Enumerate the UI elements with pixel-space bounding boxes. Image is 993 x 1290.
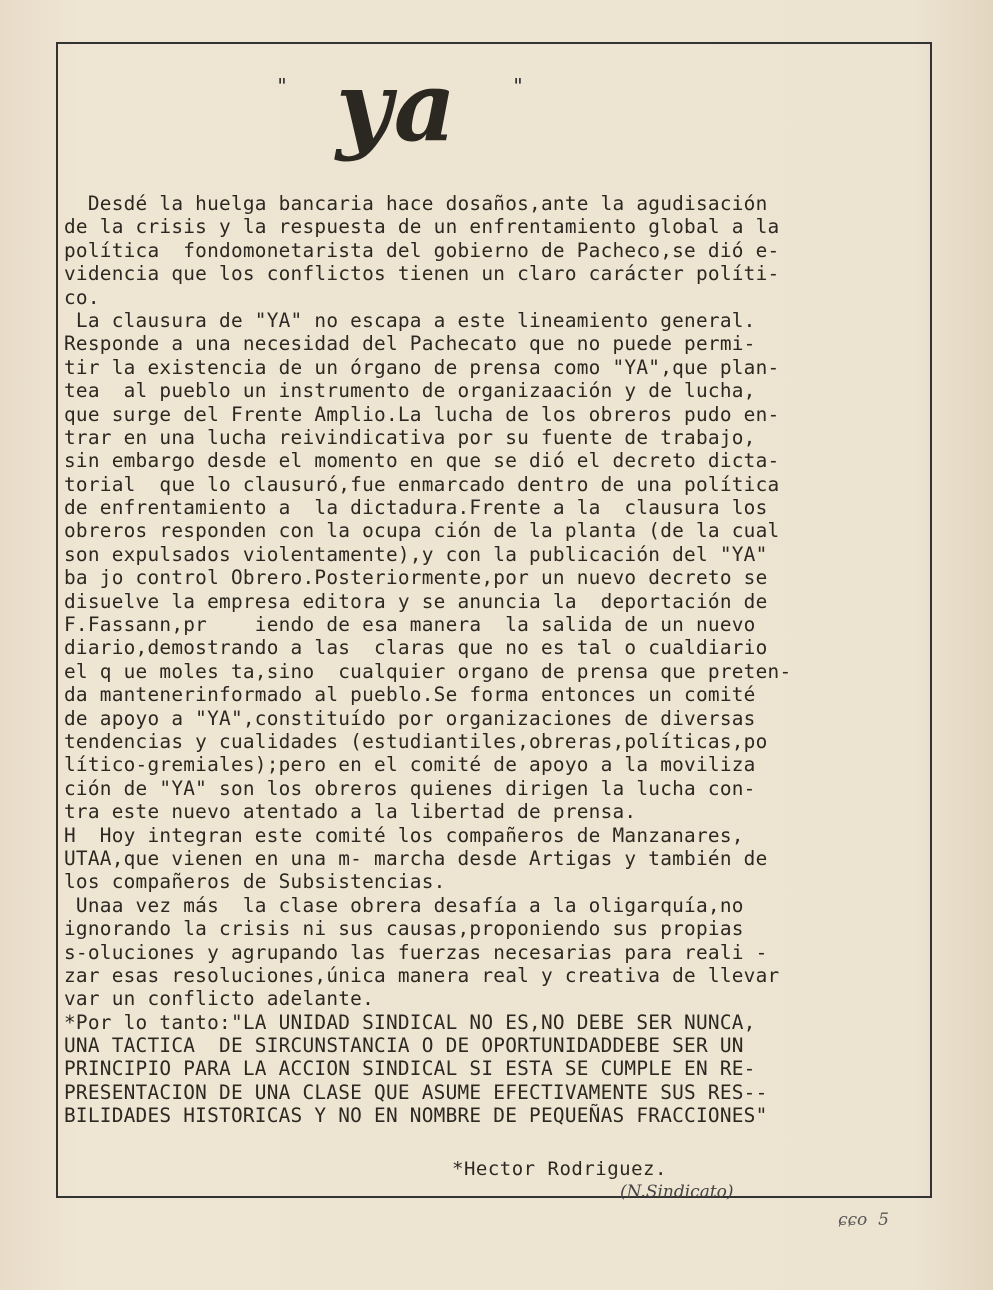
text-line: tendencias y cualidades (estudiantiles,obreras,políticas,po xyxy=(64,729,768,753)
text-line: torial que lo clausuró,fue enmarcado dentro de una política xyxy=(64,472,780,496)
text-line: ignorando la crisis ni sus causas,proponiendo sus propias xyxy=(64,917,744,941)
text-line: PRINCIPIO PARA LA ACCION SINDICAL SI ESTA SE CUMPLE EN RE- xyxy=(64,1057,756,1081)
signature-line: *Hector Rodriguez. xyxy=(452,1158,667,1180)
text-line: Responde a una necesidad del Pachecato que no puede permi- xyxy=(64,332,756,356)
text-line: La clausura de "YA" no escapa a este lineamiento general. xyxy=(64,308,756,332)
page-number: ɕɕo 5 xyxy=(838,1210,889,1230)
text-line: política fondomonetarista del gobierno de Pacheco,se dió e- xyxy=(64,238,780,262)
text-line: sin embargo desde el momento en que se dió el decreto dicta- xyxy=(64,449,780,473)
text-line: Unaa vez más la clase obrera desafía a la oligarquía,no xyxy=(64,893,744,917)
text-line: los compañeros de Subsistencias. xyxy=(64,870,446,894)
text-line: co. xyxy=(64,285,100,309)
text-line: tra este nuevo atentado a la libertad de prensa. xyxy=(64,800,637,824)
text-line: disuelve la empresa editora y se anuncia la deportación de xyxy=(64,589,768,613)
text-line: de apoyo a "YA",constituído por organizaciones de diversas xyxy=(64,706,756,730)
masthead-title xyxy=(276,50,576,178)
text-line: de enfrentamiento a la dictadura.Frente a la clausura los xyxy=(64,496,768,520)
text-line: obreros responden con la ocupa ción de la planta (de la cual xyxy=(64,519,780,543)
text-line: var un conflicto adelante. xyxy=(64,987,375,1011)
text-line: tea al pueblo un instrumento de organizaación y de lucha, xyxy=(64,379,756,403)
text-line: diario,demostrando a las claras que no es tal o cualdiario xyxy=(64,636,768,660)
text-line: son expulsados violentamente),y con la publicación del "YA" xyxy=(64,542,768,566)
text-line: de la crisis y la respuesta de un enfrentamiento global a la xyxy=(64,215,780,239)
text-line: ba jo control Obrero.Posteriormente,por un nuevo decreto se xyxy=(64,566,768,590)
text-line: H Hoy integran este comité los compañeros de Manzanares, xyxy=(64,823,744,847)
title-close-quote: " xyxy=(512,74,525,98)
text-line: BILIDADES HISTORICAS Y NO EN NOMBRE DE PEQUEÑAS FRACCIONES" xyxy=(64,1104,768,1128)
typed-article-body xyxy=(64,192,924,1128)
text-line: *Por lo tanto:"LA UNIDAD SINDICAL NO ES,NO DEBE SER NUNCA, xyxy=(64,1010,756,1034)
text-line: UTAA,que vienen en una m- marcha desde Artigas y también de xyxy=(64,846,768,870)
text-line: ción de "YA" son los obreros quienes dirigen la lucha con- xyxy=(64,776,756,800)
text-line: videncia que los conflictos tienen un claro carácter políti- xyxy=(64,262,780,286)
handwritten-annotation: (N.Sindicato) xyxy=(620,1182,734,1202)
text-line: lítico-gremiales);pero en el comité de apoyo a la moviliza xyxy=(64,753,756,777)
text-line: Desdé la huelga bancaria hace dosaños,ante la agudisación xyxy=(64,192,768,215)
text-line: da mantenerinformado al pueblo.Se forma entonces un comité xyxy=(64,683,756,707)
text-line: UNA TACTICA DE SIRCUNSTANCIA O DE OPORTUNIDADDEBE SER UN xyxy=(64,1034,744,1058)
title-open-quote: " xyxy=(276,74,289,98)
text-line: tir la existencia de un órgano de prensa como "YA",que plan- xyxy=(64,355,780,379)
text-line: zar esas resoluciones,única manera real y creativa de llevar xyxy=(64,963,780,987)
text-line: trar en una lucha reivindicativa por su fuente de trabajo, xyxy=(64,425,756,449)
text-line: el q ue moles ta,sino cualquier organo de prensa que preten- xyxy=(64,659,792,683)
title-word: ya xyxy=(336,50,458,163)
text-line: PRESENTACION DE UNA CLASE QUE ASUME EFECTIVAMENTE SUS RES-- xyxy=(64,1080,768,1104)
text-line: que surge del Frente Amplio.La lucha de los obreros pudo en- xyxy=(64,402,780,426)
text-line: s-oluciones y agrupando las fuerzas necesarias para reali - xyxy=(64,940,768,964)
text-line: F.Fassann,pr iendo de esa manera la salida de un nuevo xyxy=(64,613,756,637)
